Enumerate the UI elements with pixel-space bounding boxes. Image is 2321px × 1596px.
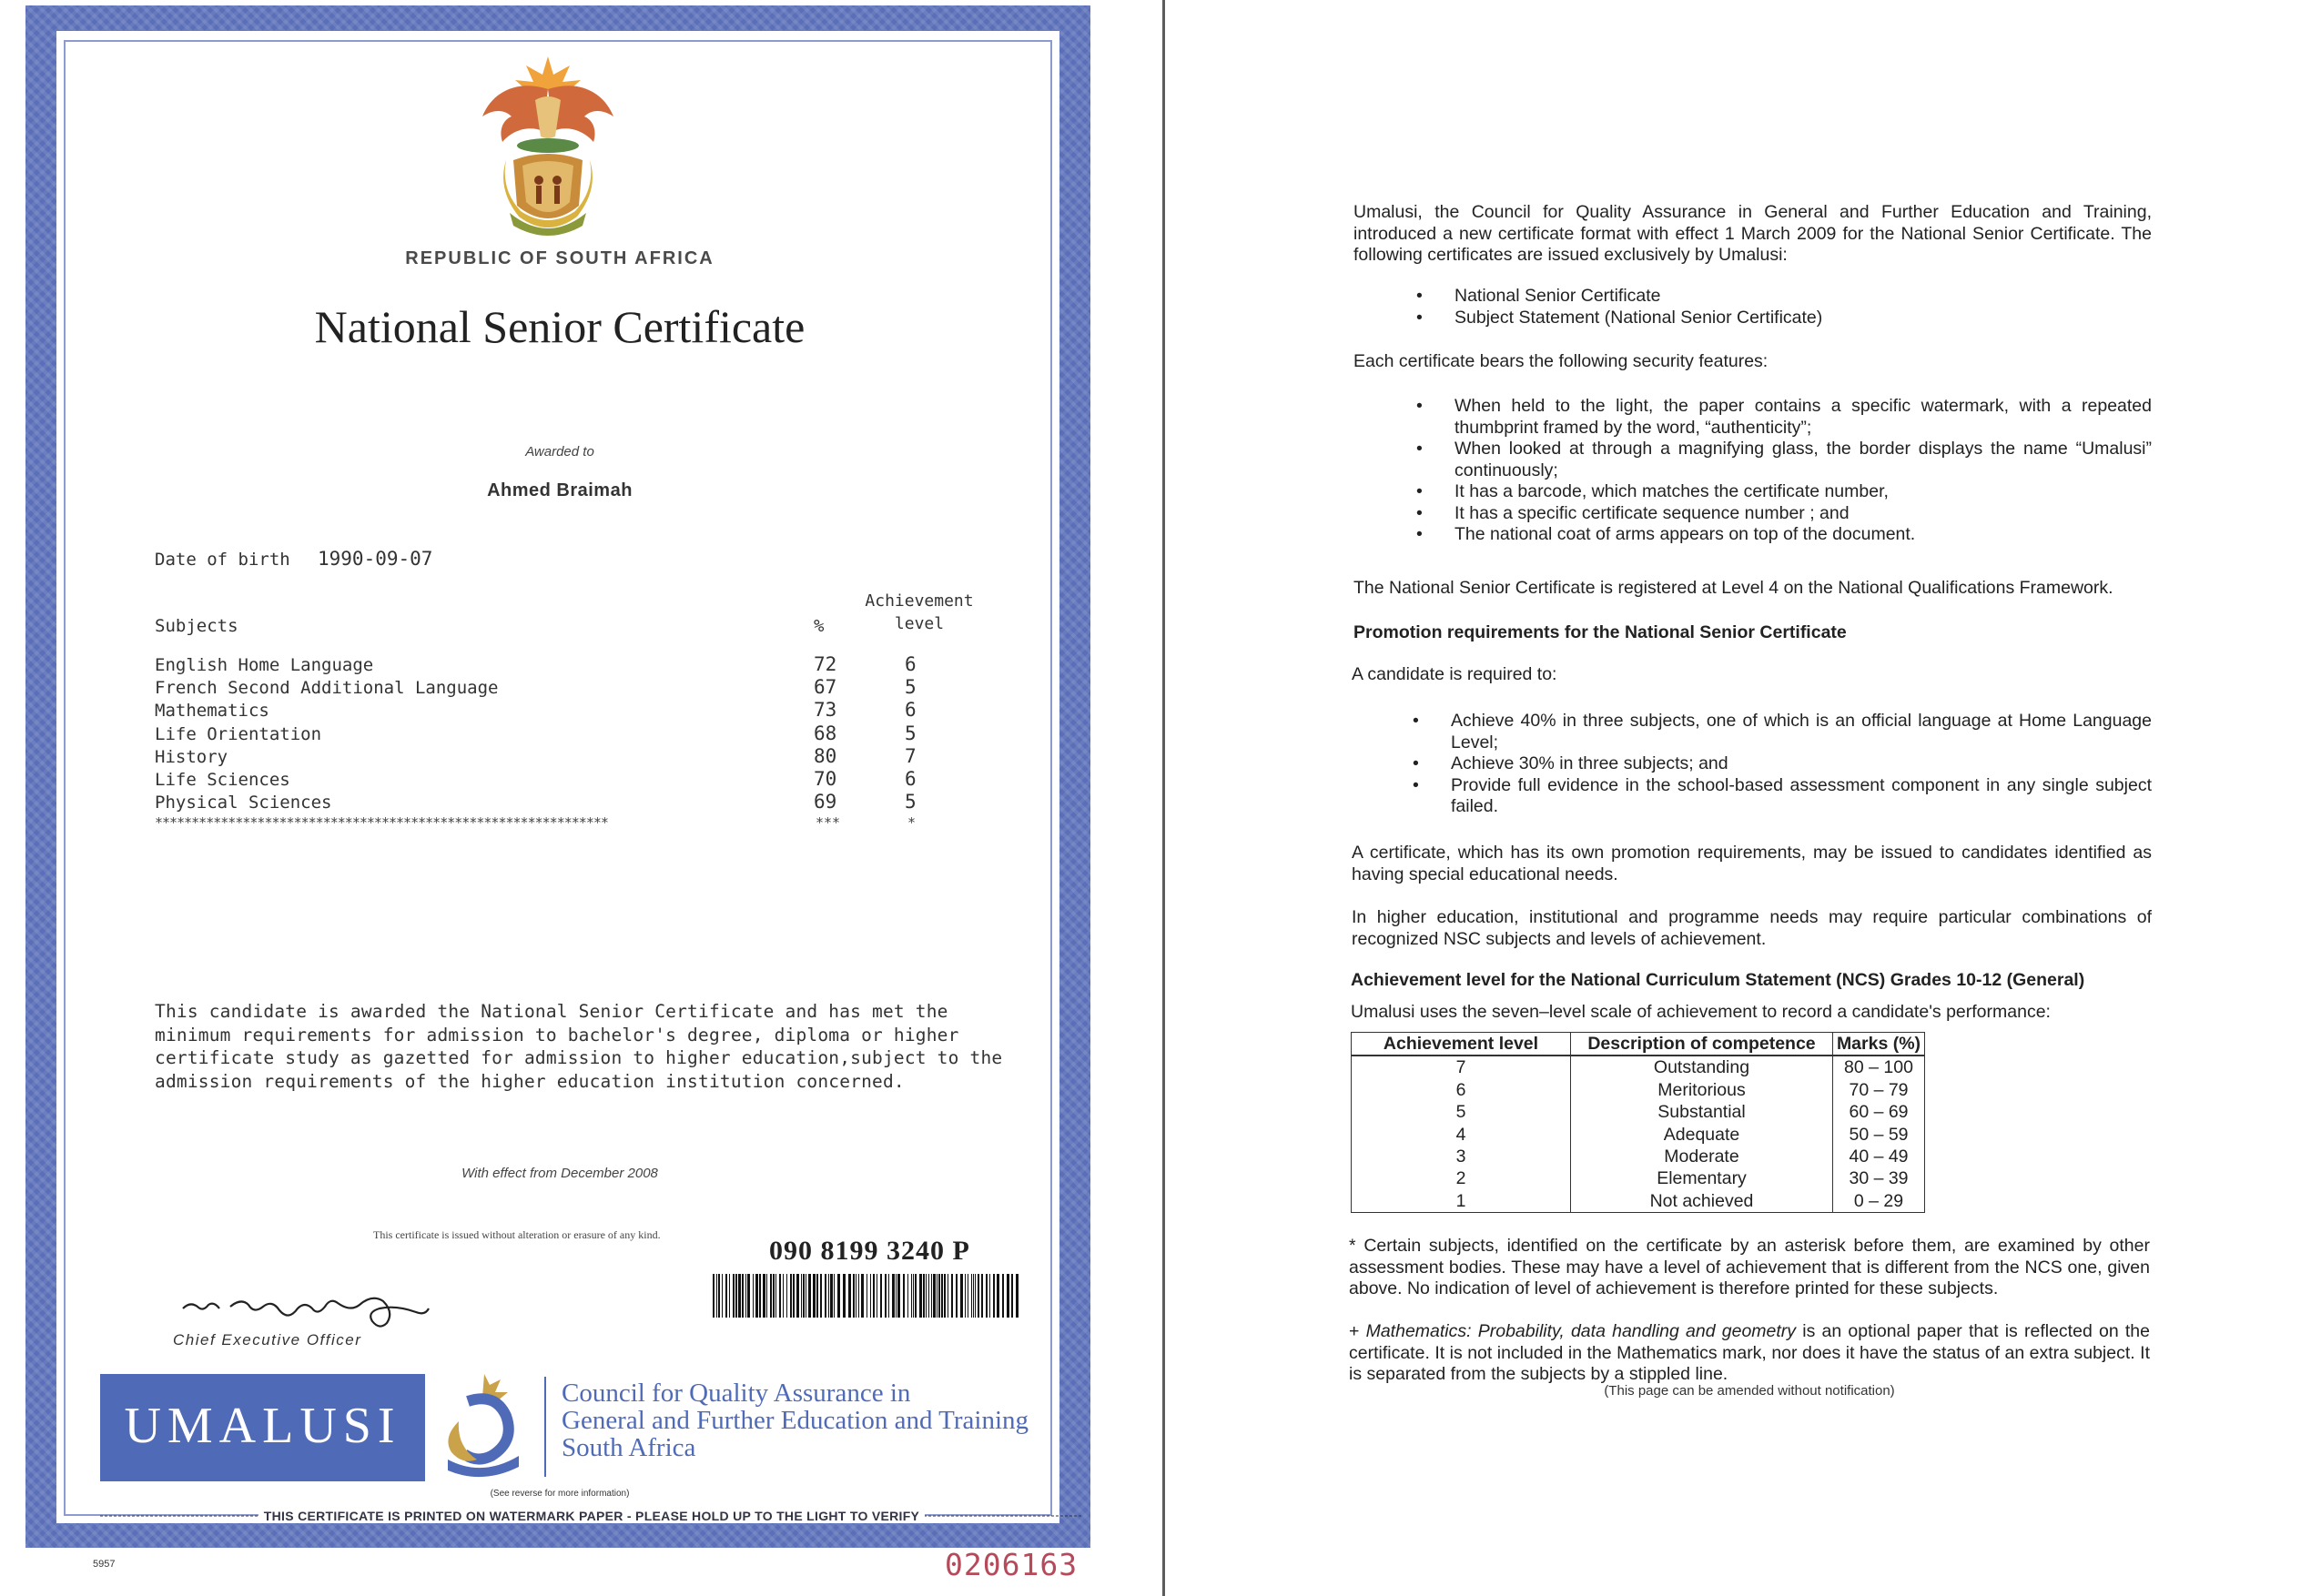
watermark-notice: THIS CERTIFICATE IS PRINTED ON WATERMARK PAPER - PLEASE HOLD UP TO THE LIGHT TO VERIFY [100,1509,1083,1523]
achievement-heading: Achievement level for the National Curriculum Statement (NCS) Grades 10-12 (General) [1351,970,2085,990]
table-header-row [1352,1033,1925,1056]
certificate-title: National Senior Certificate [314,301,806,352]
stars-percent: *** [816,814,841,831]
list-item: • Achieve 30% in three subjects; and [1413,753,1728,773]
security-features-list [1416,396,2152,546]
table-cell: Adequate [1571,1124,1833,1146]
council-divider [544,1377,546,1477]
council-line: Council for Quality Assurance in [562,1379,911,1408]
subject-name: Life Sciences [155,769,290,790]
list-item: • National Senior Certificate [1416,286,1661,306]
date-of-birth-label: Date of birth [155,550,290,570]
table-cell: 4 [1352,1124,1571,1146]
column-header: Marks (%) [1833,1033,1925,1056]
achievement-scale-table [1351,1032,1925,1213]
subject-name: English Home Language [155,655,374,675]
subject-name: Life Orientation [155,723,322,744]
table-cell: Elementary [1571,1167,1833,1189]
award-statement: This candidate is awarded the National Senior Certificate and has met the minimum requirements for admission to bachelor's degree, diploma or higher certificate study as gazetted for admission to higher education,subject to the admission requirements of the higher education institution concerned. [155,1001,1003,1092]
subjects-header: Subjects [155,616,238,636]
subject-level: 5 [905,791,917,813]
candidate-name: Ahmed Braimah [487,480,633,500]
subject-level: 6 [905,699,917,722]
table-cell: 70 – 79 [1833,1079,1925,1101]
table-row [1352,1056,1925,1078]
subject-row [155,793,992,815]
serial-number: 0206163 [945,1547,1079,1582]
list-item: • When looked at through a magnifying glass, the border displays the name “Umalusi” continuously; [1416,439,2152,480]
country-name: REPUBLIC OF SOUTH AFRICA [405,248,715,268]
table-cell: 80 – 100 [1833,1056,1925,1078]
subject-row [155,767,992,793]
table-cell: 7 [1352,1056,1571,1078]
promotion-heading: Promotion requirements for the National Senior Certificate [1353,622,1847,642]
subject-row [155,701,992,723]
stars-separator: ************************************************************** [155,814,608,831]
bottom-code: 5957 [93,1559,116,1570]
list-item: • Subject Statement (National Senior Certificate) [1416,307,1823,328]
table-row [1352,1101,1925,1123]
subject-percent: 80 [814,744,837,767]
date-of-birth-value: 1990-09-07 [318,548,433,570]
subject-row [155,655,992,678]
subject-name: Physical Sciences [155,793,332,813]
percent-header: % [814,616,825,636]
signatory-title: Chief Executive Officer [173,1331,362,1349]
subject-name: French Second Additional Language [155,678,499,699]
intro-paragraph: Umalusi, the Council for Quality Assurance in General and Further Education and Training, introduced a new certificate format with effect 1 March 2009 for the National Senior Certificate. The following certificates are issued exclusively by Umalusi: [1353,202,2152,265]
subject-percent: 69 [814,791,837,813]
table-row [1352,1079,1925,1101]
subject-level: 7 [905,744,917,767]
subject-percent: 70 [814,767,837,790]
list-item: • The national coat of arms appears on top of the document. [1416,524,1916,544]
table-cell: 3 [1352,1146,1571,1167]
subject-row [155,744,992,770]
achievement-level-header: Achievement level [865,591,974,633]
subject-row [155,724,992,747]
subject-level: 5 [905,722,917,744]
table-cell: 30 – 39 [1833,1167,1925,1189]
umalusi-logo-text: UMALUSI [124,1398,401,1454]
council-line: General and Further Education and Training [562,1406,1029,1435]
table-row [1352,1167,1925,1189]
effective-date: With effect from December 2008 [461,1166,658,1181]
scale-intro: Umalusi uses the seven–level scale of achievement to record a candidate's performance: [1351,1002,2051,1022]
subject-percent: 72 [814,653,837,675]
table-cell: 6 [1352,1079,1571,1101]
list-item: • It has a barcode, which matches the certificate number, [1416,481,1889,501]
table-cell: Meritorious [1571,1079,1833,1101]
stars-level: * [907,814,917,831]
column-header: Description of competence [1571,1033,1833,1056]
subject-name: Mathematics [155,701,269,722]
subject-percent: 68 [814,722,837,744]
list-item: • When held to the light, the paper contains a specific watermark, with a repeated thumbprint framed by the word, “authenticity”; [1416,396,2152,438]
subject-name: History [155,746,228,767]
table-cell: 0 – 29 [1833,1190,1925,1213]
promotion-intro: A candidate is required to: [1352,664,1557,684]
certificate-number: 090 8199 3240 P [769,1236,970,1266]
table-row [1352,1146,1925,1167]
subjects-table [155,655,992,815]
table-cell: 60 – 69 [1833,1101,1925,1123]
amendment-note: (This page can be amended without notification) [1604,1383,1895,1399]
council-name [562,1379,1029,1461]
table-cell: 40 – 49 [1833,1146,1925,1167]
table-cell: Outstanding [1571,1056,1833,1078]
awarded-to-label: Awarded to [525,444,594,460]
umalusi-emblem-icon [431,1365,532,1483]
mathematics-note: + Mathematics: Probability, data handling and geometry is an optional paper that is reflected on the certificate. It is not included in the Mathematics mark, nor does it have the status of an extra subject. It is separated from the subjects by a stippled line. [1349,1321,2150,1384]
subject-percent: 73 [814,699,837,722]
subject-level: 6 [905,653,917,675]
promotion-list [1413,711,2152,818]
security-intro: Each certificate bears the following security features: [1353,351,1769,371]
table-cell: 2 [1352,1167,1571,1189]
signature-icon [177,1281,432,1336]
subject-row [155,678,992,701]
table-cell: 1 [1352,1190,1571,1213]
table-cell: 5 [1352,1101,1571,1123]
issued-certificates-list [1416,286,2163,328]
list-item: • Achieve 40% in three subjects, one of which is an official language at Home Language Level; [1413,711,2152,753]
subject-percent: 67 [814,676,837,699]
table-cell: Not achieved [1571,1190,1833,1213]
see-reverse-note: (See reverse for more information) [490,1489,630,1499]
table-row [1352,1190,1925,1213]
subject-level: 6 [905,767,917,790]
list-item: • Provide full evidence in the school-based assessment component in any single subject failed. [1413,774,2152,816]
barcode-icon [713,1274,1019,1318]
council-line: South Africa [562,1433,696,1462]
asterisk-note: * Certain subjects, identified on the certificate by an asterisk before them, are examined by other assessment bodies. These may have a level of achievement that is different from the NCS one, given above. No indication of level of achievement is therefore printed for these subjects. [1349,1236,2150,1298]
list-item: • It has a specific certificate sequence number ; and [1416,502,1850,523]
higher-education-note: In higher education, institutional and programme needs may require particular combinations of recognized NSC subjects and levels of achievement. [1352,907,2152,949]
table-cell: Moderate [1571,1146,1833,1167]
nqf-note: The National Senior Certificate is registered at Level 4 on the National Qualifications Framework. [1353,578,2113,598]
page-divider [1162,0,1165,1596]
coat-of-arms-icon [466,53,630,244]
column-header: Achievement level [1352,1033,1571,1056]
subject-level: 5 [905,676,917,699]
table-cell: Substantial [1571,1101,1833,1123]
alteration-note: This certificate is issued without alteration or erasure of any kind. [373,1228,661,1241]
table-row [1352,1124,1925,1146]
table-cell: 50 – 59 [1833,1124,1925,1146]
special-needs-note: A certificate, which has its own promotion requirements, may be issued to candidates identified as having special educational needs. [1352,843,2152,884]
